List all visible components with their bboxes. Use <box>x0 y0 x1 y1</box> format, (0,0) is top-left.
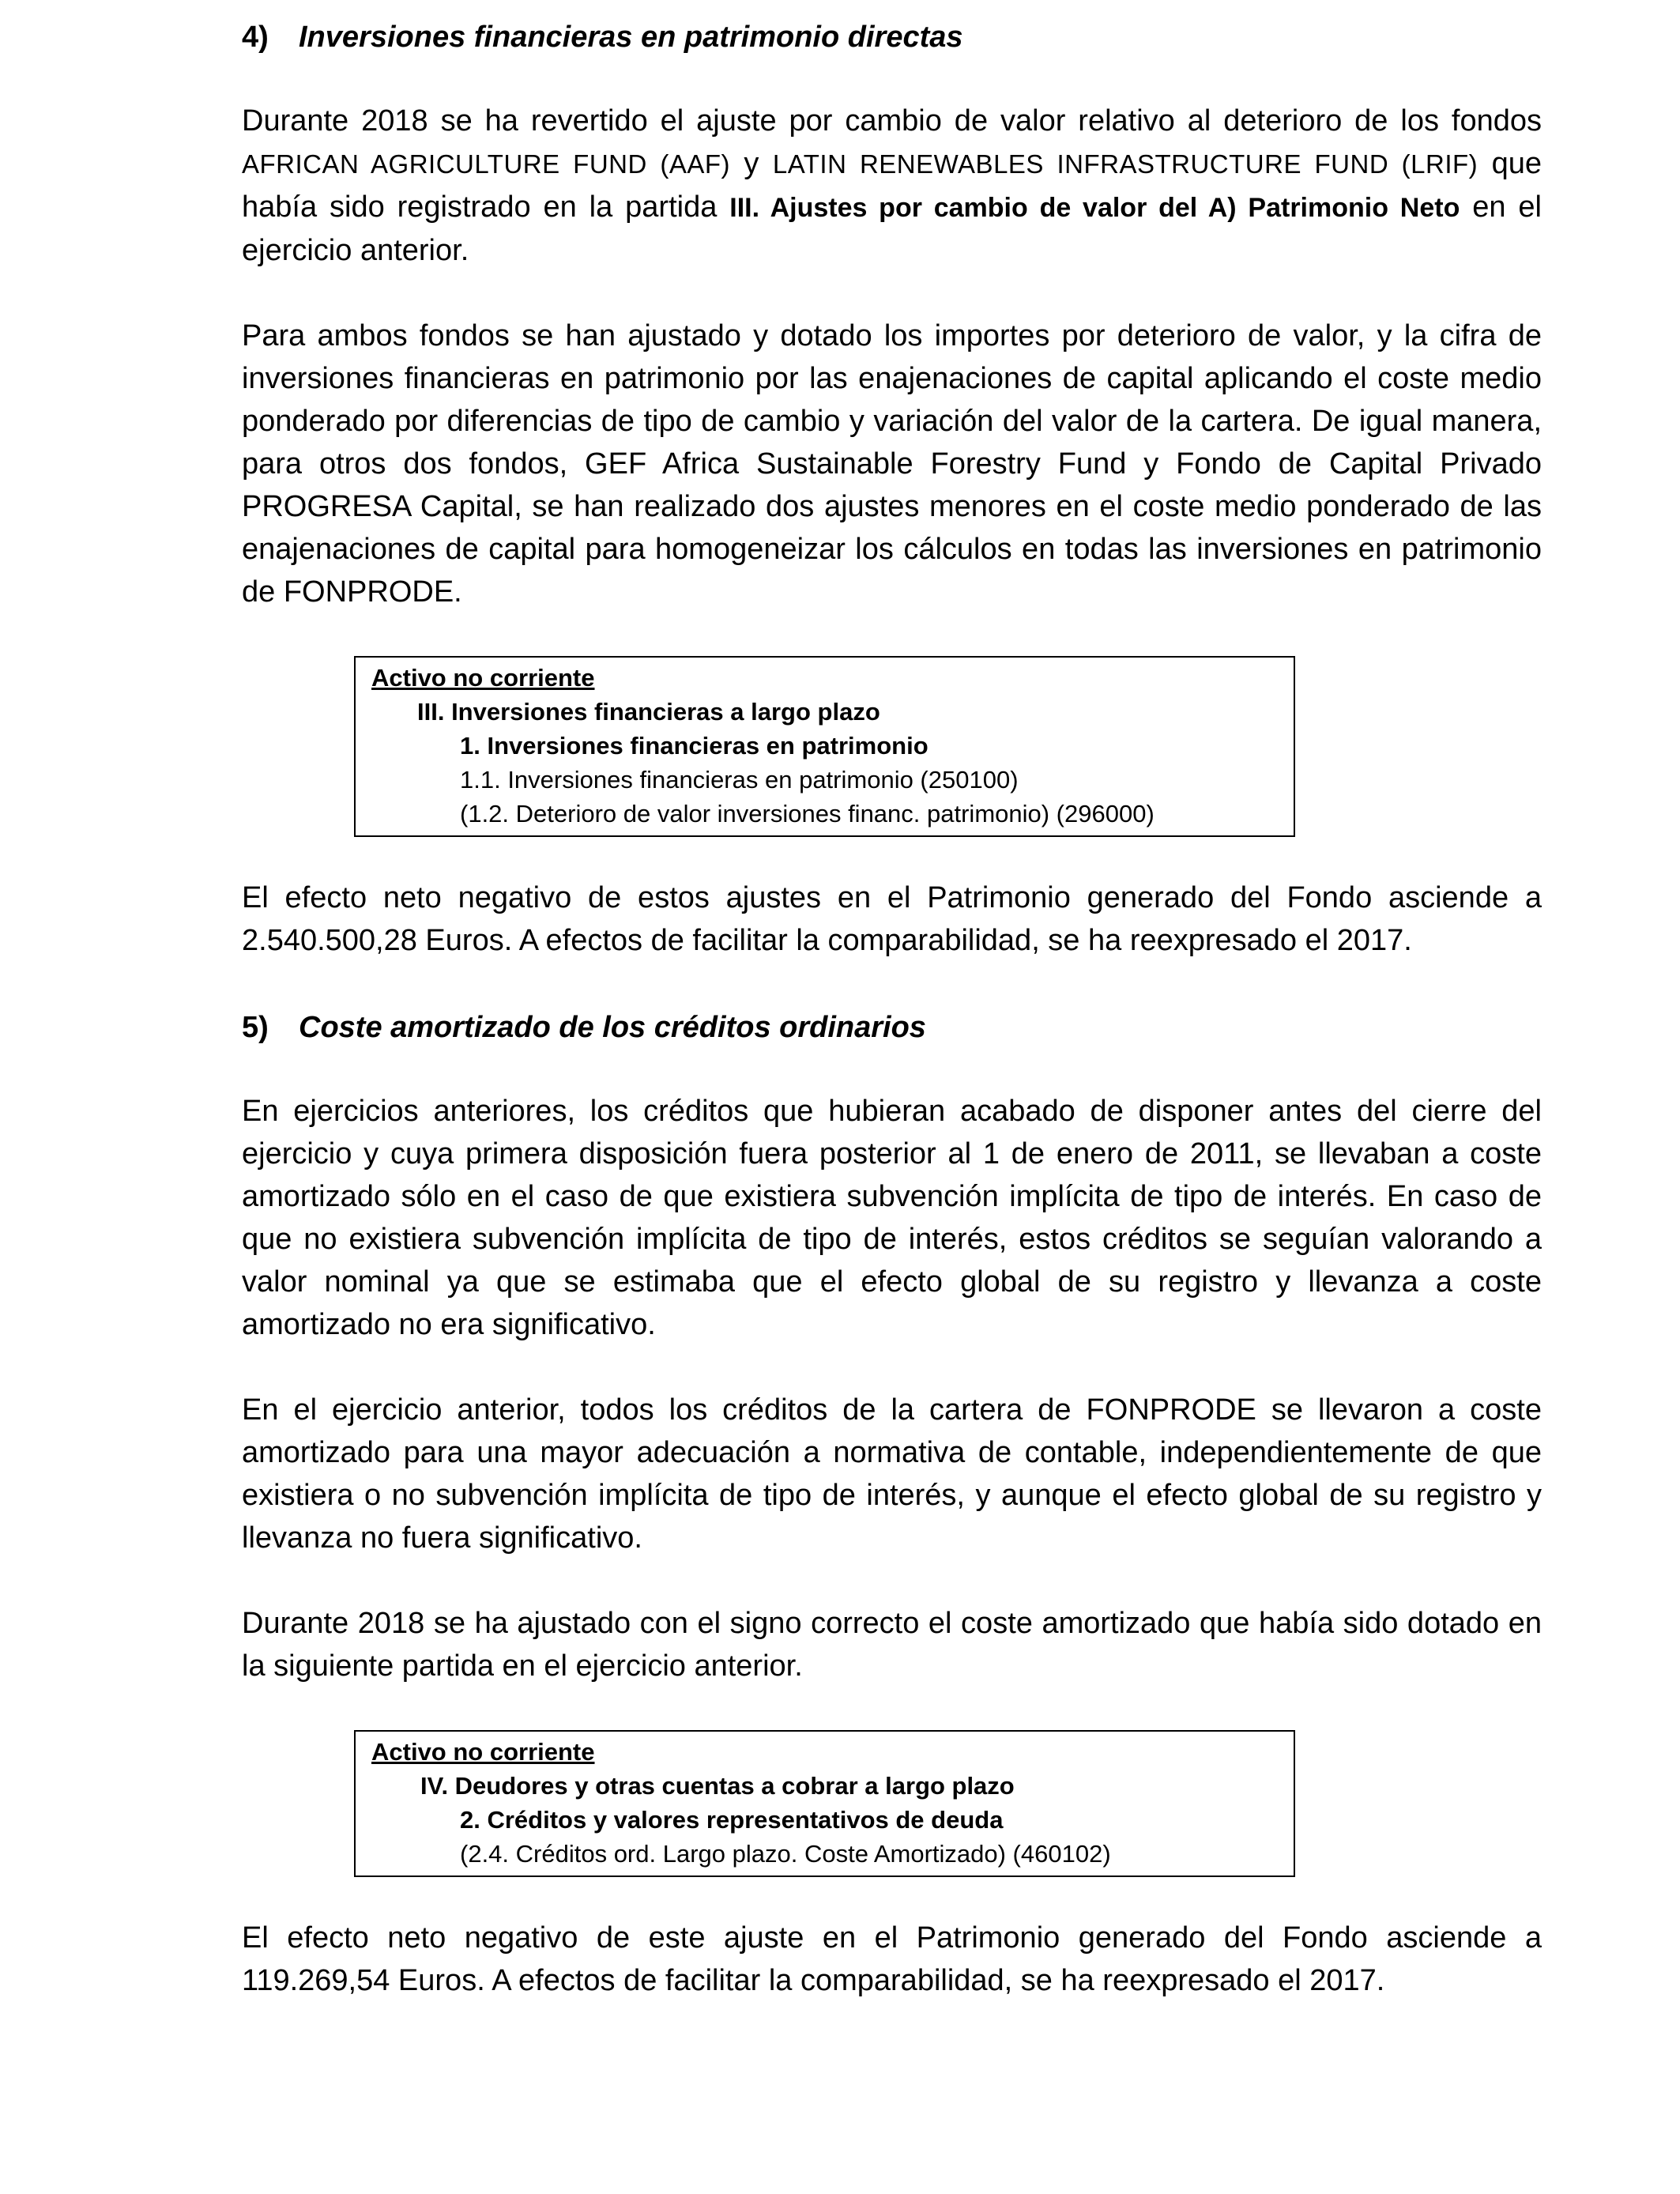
text-run: que había sido registrado en la partida <box>242 147 1542 224</box>
section-5-paragraph-4: El efecto neto negativo de este ajuste en el Patrimonio generado del Fondo asciende a 119.269,54 Euros. A efectos de facilitar la comparabilidad, se ha reexpresado el 2017. <box>242 1921 1542 1997</box>
account-reference: III. Ajustes por cambio de valor del A) Patrimonio Neto <box>729 193 1460 223</box>
fund-name: LATIN RENEWABLES INFRASTRUCTURE FUND (LRIF) <box>772 149 1478 179</box>
account-box-title: Activo no corriente <box>371 1738 595 1766</box>
account-line-level-1: III. Inversiones financieras a largo plazo <box>417 698 880 726</box>
section-4-paragraph-3: El efecto neto negativo de estos ajustes en el Patrimonio generado del Fondo asciende a 2.540.500,28 Euros. A efectos de facilitar la comparabilidad, se ha reexpresado el 2017. <box>242 881 1542 957</box>
section-title: Inversiones financieras en patrimonio directas <box>299 21 963 54</box>
section-5-heading <box>242 1005 1542 1050</box>
text-run: y <box>730 147 773 180</box>
account-box-2 <box>354 1730 1295 1877</box>
account-line-level-3: (2.4. Créditos ord. Largo plazo. Coste Amortizado) (460102) <box>460 1840 1111 1868</box>
text-run: en el ejercicio anterior. <box>242 190 1542 267</box>
section-number: 5) <box>242 1011 269 1044</box>
section-5-paragraph-2: En el ejercicio anterior, todos los créditos de la cartera de FONPRODE se llevaron a coste amortizado para una mayor adecuación a normativa de contable, independientemente de que existiera o no subvención implícita de tipo de interés, y aunque el efecto global de su registro y llevanza no fuera significativo. <box>242 1393 1542 1555</box>
section-4-heading <box>242 14 1542 60</box>
section-number: 4) <box>242 21 269 54</box>
fund-name: AFRICAN AGRICULTURE FUND (AAF) <box>242 149 730 179</box>
account-box-1 <box>354 656 1295 837</box>
account-line-level-1: IV. Deudores y otras cuentas a cobrar a largo plazo <box>420 1772 1015 1800</box>
account-box-title: Activo no corriente <box>371 664 595 692</box>
account-line-level-3: 1.1. Inversiones financieras en patrimonio (250100) <box>460 766 1019 794</box>
section-4-paragraph-2: Para ambos fondos se han ajustado y dotado los importes por deterioro de valor, y la cifra de inversiones financieras en patrimonio por las enajenaciones de capital aplicando el coste medio ponderado por diferencias de tipo de cambio y variación del valor de la cartera. De igual manera, para otros dos fondos, GEF Africa Sustainable Forestry Fund y Fondo de Capital Privado PROGRESA Capital, se han realizado dos ajustes menores en el coste medio ponderado de las enajenaciones de capital para homogeneizar los cálculos en todas las inversiones en patrimonio de FONPRODE. <box>242 319 1542 609</box>
account-line-level-2: 1. Inversiones financieras en patrimonio <box>460 732 929 760</box>
text-run: Durante 2018 se ha revertido el ajuste por cambio de valor relativo al deterioro de los fondos <box>242 104 1542 138</box>
section-5-paragraph-1: En ejercicios anteriores, los créditos que hubieran acabado de disponer antes del cierre del ejercicio y cuya primera disposición fuera posterior al 1 de enero de 2011, se llevaban a coste amortizado sólo en el caso de que existiera subvención implícita de tipo de interés. En caso de que no existiera subvención implícita de tipo de interés, estos créditos se seguían valorando a valor nominal ya que se estimaba que el efecto global de su registro y llevanza a coste amortizado no era significativo. <box>242 1095 1542 1341</box>
section-5-paragraph-3: Durante 2018 se ha ajustado con el signo correcto el coste amortizado que había sido dotado en la siguiente partida en el ejercicio anterior. <box>242 1607 1542 1683</box>
account-line-level-3: (1.2. Deterioro de valor inversiones financ. patrimonio) (296000) <box>460 800 1155 827</box>
section-4-paragraph-1 <box>242 100 1542 272</box>
account-line-level-2: 2. Créditos y valores representativos de deuda <box>460 1806 1004 1834</box>
section-title: Coste amortizado de los créditos ordinarios <box>299 1011 926 1044</box>
document-body <box>242 14 1542 2045</box>
